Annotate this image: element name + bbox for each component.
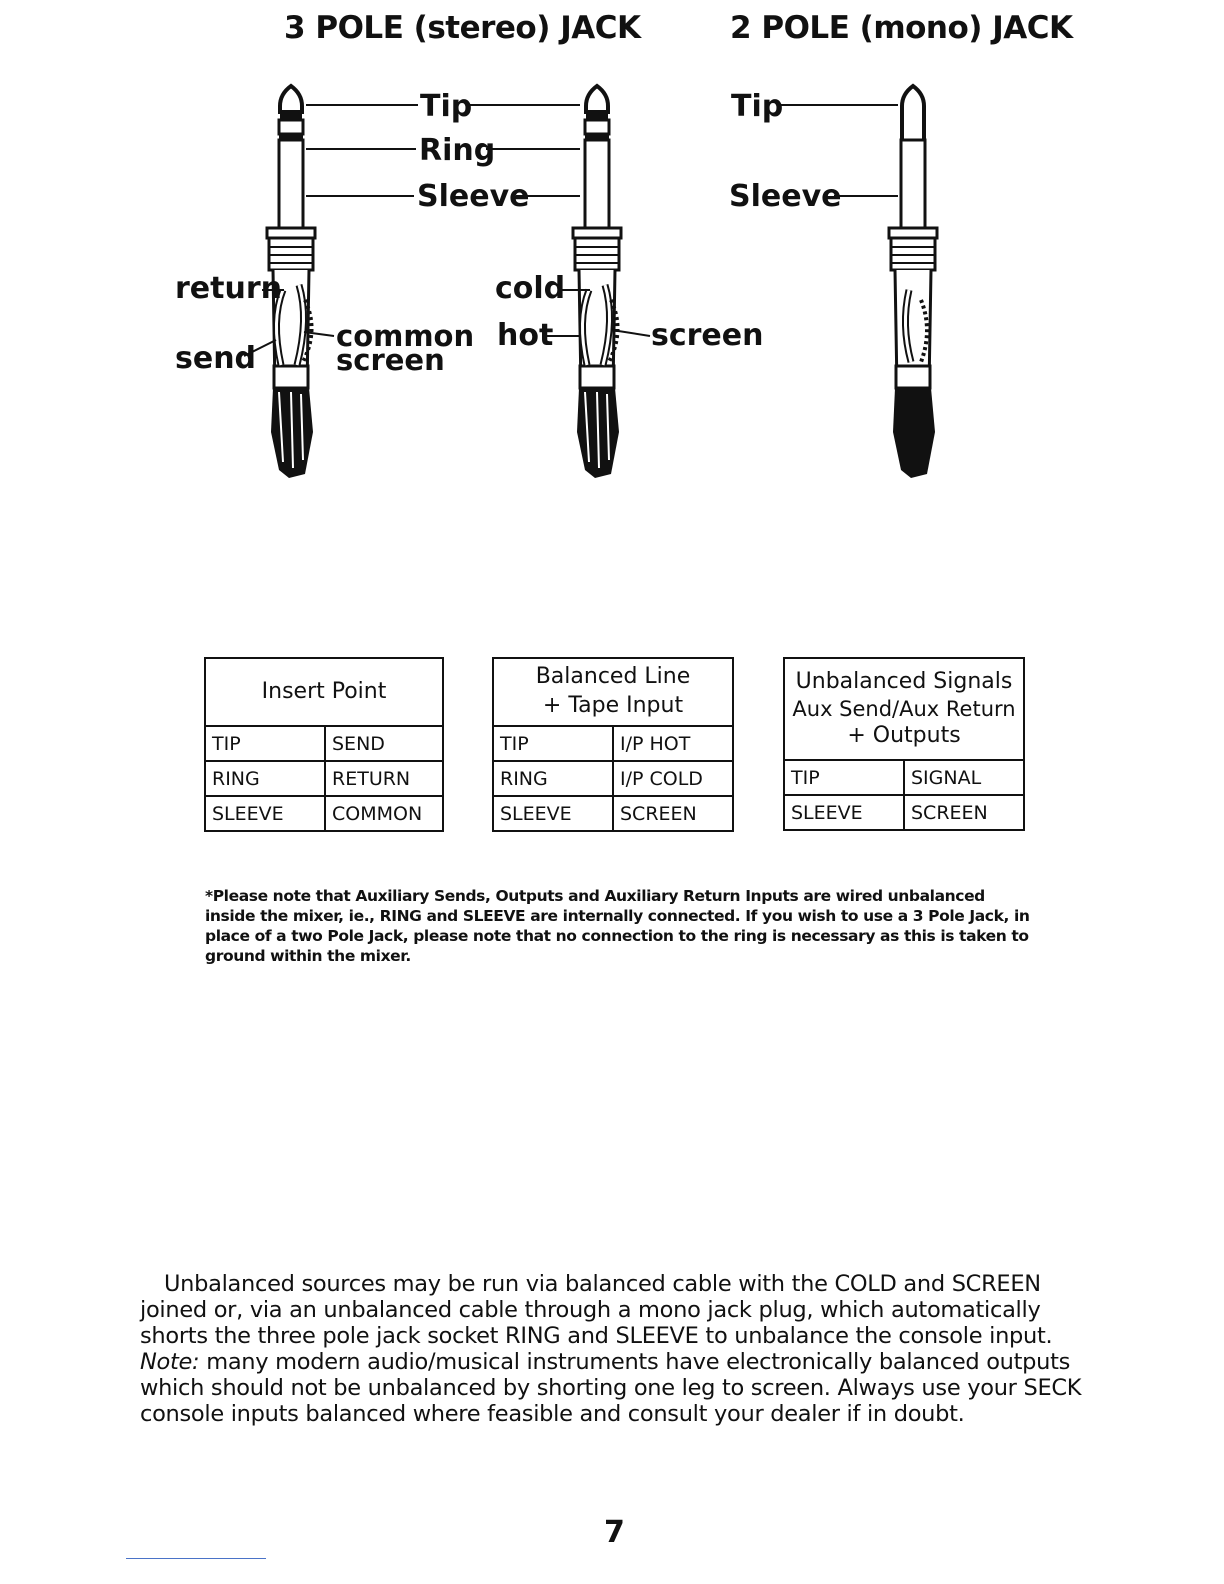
table-cell: I/P COLD — [613, 761, 733, 796]
unbalanced-signals-table — [783, 657, 1025, 831]
table-header — [493, 658, 733, 726]
table-cell: SCREEN — [613, 796, 733, 831]
return-wire-label: return — [175, 271, 282, 306]
page-number: 7 — [604, 1515, 625, 1550]
mono-jack-plug-icon — [889, 86, 937, 478]
table-cell: RETURN — [325, 761, 443, 796]
table-cell: SLEEVE — [205, 796, 325, 831]
table-cell: TIP — [205, 726, 325, 761]
common-screen-label: screen — [336, 343, 445, 377]
table-cell: SIGNAL — [904, 760, 1024, 795]
table-cell: SEND — [325, 726, 443, 761]
table-header — [784, 658, 1024, 760]
table-cell: I/P HOT — [613, 726, 733, 761]
table-row — [784, 795, 1024, 830]
screen-wire-label: screen — [651, 318, 764, 353]
note-label: Note: — [140, 1349, 200, 1375]
body-paragraph: Unbalanced sources may be run via balanced cable with the COLD and SCREEN joined or, via an unbalanced cable through a mono jack plug, which automatically shorts the three pole jack socket RING and SLEEVE to unbalance the console input. — [140, 1271, 1053, 1349]
table-cell: RING — [205, 761, 325, 796]
insert-point-table — [204, 657, 444, 832]
table-cell: TIP — [784, 760, 904, 795]
common-wire-label: common — [336, 319, 475, 353]
table-row — [493, 796, 733, 831]
table-row — [493, 761, 733, 796]
mono-jack-heading: 2 POLE (mono) JACK — [730, 10, 1073, 46]
table-cell: SCREEN — [904, 795, 1024, 830]
table-header-line: Unbalanced Signals — [795, 669, 1013, 695]
table-header-line: + Tape Input — [542, 693, 684, 718]
table-header-line: + Outputs — [847, 723, 961, 749]
table-cell: SLEEVE — [493, 796, 613, 831]
table-cell: TIP — [493, 726, 613, 761]
tip-label: Tip — [420, 89, 473, 124]
table-row — [205, 726, 443, 761]
footer-rule — [126, 1558, 266, 1559]
table-cell: RING — [493, 761, 613, 796]
hot-wire-label: hot — [497, 318, 554, 353]
stereo-jack-heading: 3 POLE (stereo) JACK — [284, 10, 641, 46]
jack-plug-diagram — [0, 0, 1224, 520]
table-row — [205, 761, 443, 796]
stereo-jack-plug-balanced-icon — [573, 86, 621, 478]
table-row — [493, 726, 733, 761]
table-row — [784, 760, 1024, 795]
balanced-line-table — [492, 657, 734, 832]
footnote: *Please note that Auxiliary Sends, Outputs and Auxiliary Return Inputs are wired unbalanced inside the mixer, ie., RING and SLEEVE are internally connected. If you wish to use a 3 Pole Jack, in place of a two Pole Jack, please note that no connection to the ring is necessary as this is taken to ground within the mixer. — [205, 887, 1030, 965]
note-text: many modern audio/musical instruments have electronically balanced outputs which should not be unbalanced by shorting one leg to screen. Always use your SECK console inputs balanced where feasible and consult your dealer if in doubt. — [140, 1349, 1082, 1427]
table-row — [205, 796, 443, 831]
table-cell: SLEEVE — [784, 795, 904, 830]
body-note — [140, 1349, 1100, 1427]
sleeve-label: Sleeve — [417, 179, 530, 214]
table-cell: COMMON — [325, 796, 443, 831]
mono-sleeve-label: Sleeve — [729, 179, 842, 214]
table-header: Insert Point — [205, 658, 443, 726]
table-header-line: Balanced Line — [535, 664, 691, 690]
mono-tip-label: Tip — [731, 89, 784, 124]
table-header-line: Aux Send/Aux Return — [792, 696, 1016, 721]
ring-label: Ring — [419, 133, 496, 168]
cold-wire-label: cold — [495, 271, 566, 306]
body-text — [140, 1271, 1100, 1427]
send-wire-label: send — [175, 341, 257, 376]
